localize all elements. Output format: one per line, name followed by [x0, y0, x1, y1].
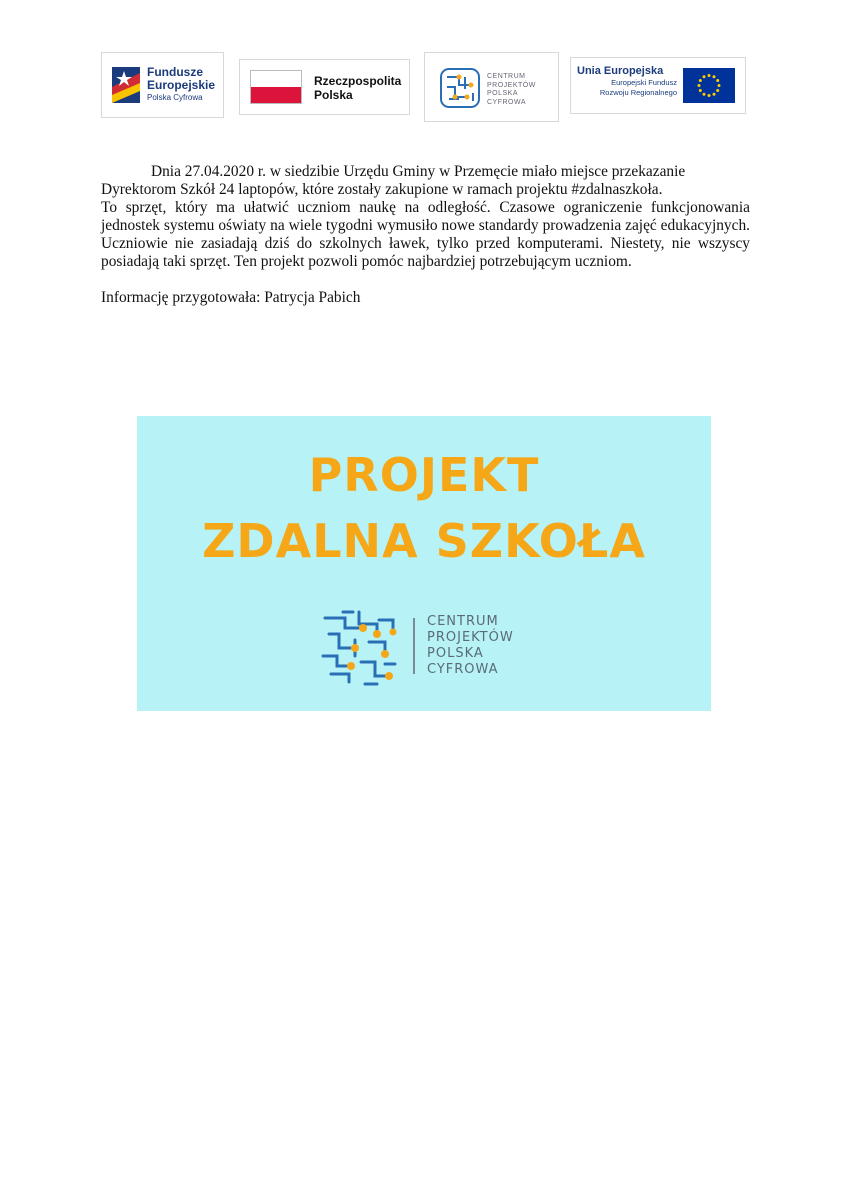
fundusze-label-line1: Fundusze [147, 65, 203, 79]
banner-centrum-projektow-label [427, 614, 514, 678]
circuit-brain-icon [439, 67, 481, 109]
centrum-projektow-logo-small [424, 52, 559, 122]
banner-cp-line1: CENTRUM [427, 614, 499, 629]
banner-logo-divider [413, 618, 415, 674]
article-paragraph-1: Dnia 27.04.2020 r. w siedzibie Urzędu Gminy w Przemęcie miało miejsce przekazanie Dyrektorom Szkół 24 laptopów, które zostały zakupione w ramach projektu #zdalnaszkoła. [101, 163, 686, 198]
rzeczpospolita-polska-logo [239, 59, 410, 115]
banner-title-line1: PROJEKT [308, 448, 540, 502]
cp-small-line4: CYFROWA [487, 98, 527, 106]
unia-label-line1: Unia Europejska [577, 65, 664, 77]
banner-cp-line2: PROJEKTÓW [427, 630, 514, 645]
cp-small-line2: PROJEKTÓW [487, 81, 536, 89]
eu-flag-icon [683, 68, 735, 103]
rzeczpospolita-label-line2: Polska [314, 88, 353, 102]
rzeczpospolita-label-line1: Rzeczpospolita [314, 74, 402, 88]
banner-cp-line3: POLSKA [427, 646, 484, 661]
header-logo-bar [0, 0, 848, 130]
fundusze-label-line3: Polska Cyfrowa [147, 93, 203, 102]
fundusze-europejskie-logo [101, 52, 224, 118]
cp-small-line1: CENTRUM [487, 73, 526, 80]
unia-europejska-logo [570, 57, 746, 114]
banner-title-line2: ZDALNA SZKOŁA [202, 514, 646, 568]
unia-label-line2: Europejski Fundusz [611, 78, 677, 87]
polish-flag-icon [250, 70, 302, 104]
unia-label-line3: Rozwoju Regionalnego [599, 88, 677, 97]
article-author: Informację przygotowała: Patrycja Pabich [101, 289, 361, 306]
projekt-zdalna-szkola-banner [137, 416, 711, 711]
article-body [101, 163, 750, 307]
article-paragraph-2: To sprzęt, który ma ułatwić uczniom naukę na odległość. Czasowe ograniczenie funkcjonowania jednostek systemu oświaty na wiele tygodni wymusiło nowe standardy prowadzenia zajęć edukacyjnych. Uczniowie nie zasiadają dziś do szkolnych ławek, tylko przed komputerami. Niestety, nie wszyscy posiadają taki sprzęt. Ten projekt pozwoli pomóc najbardziej potrzebującym uczniom. [101, 199, 750, 270]
fundusze-star-icon [110, 65, 144, 105]
banner-cp-line4: CYFROWA [427, 662, 499, 677]
fundusze-label-line2: Europejskie [147, 78, 216, 92]
circuit-brain-icon-large [315, 604, 401, 690]
cp-small-line3: POLSKA [487, 90, 519, 97]
